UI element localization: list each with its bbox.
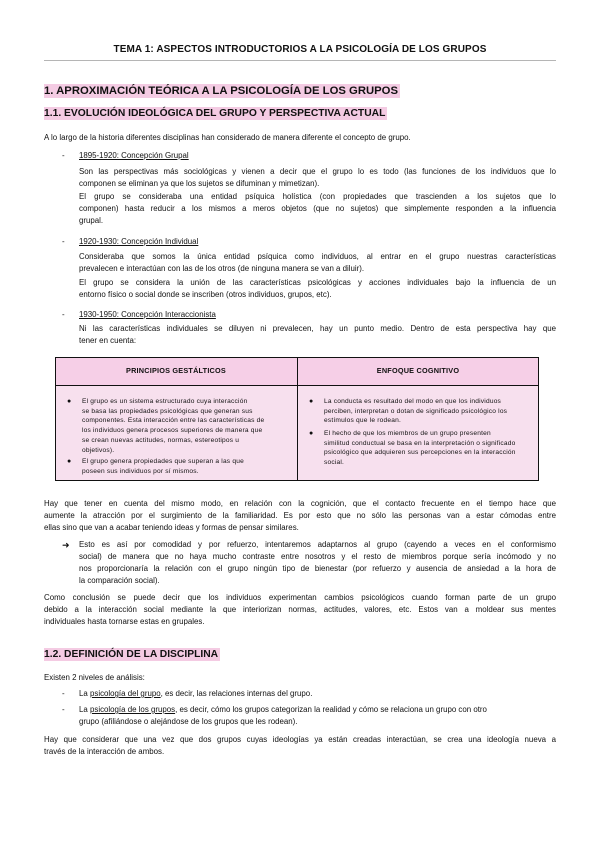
arrow-icon: ➜ bbox=[62, 540, 70, 550]
cognition-paragraph: Hay que tener en cuenta del mismo modo, en relación con la cognición, que el contacto frecuente en el tiempo hace que aumente la atracción por el surgimiento de la familiaridad. Es por esto que no sólo las personas van a estar cómodas entre ellas sino que van a acabar teniendo ideas y formas de pensar similares. bbox=[44, 499, 556, 532]
bullet-icon: ● bbox=[309, 430, 314, 437]
section-1-1-heading: 1.1. EVOLUCIÓN IDEOLÓGICA DEL GRUPO Y PERSPECTIVA ACTUAL bbox=[44, 108, 386, 119]
conclusion-paragraph: Como conclusión se puede decir que los individuos experimentan cambios psicológicos cuando forman parte de un grupo debido a la interacción social mediante la que interiorizan normas, actitudes, valores, etc. Estos van a moldear sus mentes individuales hasta tornarse estas en grupales. bbox=[44, 593, 556, 626]
bullet-icon: ● bbox=[309, 398, 314, 405]
level-2-term: psicología de los grupos bbox=[89, 705, 176, 714]
table-cell-gestalt bbox=[56, 386, 297, 480]
level-2-text: La psicología de los grupos, es decir, cómo los grupos categorizan la realidad y cómo se relaciona un grupo con otro grupo (afiliándose o alejándose de los grupos que les rodean). bbox=[79, 705, 487, 726]
level-1-term: psicología del grupo bbox=[89, 689, 161, 698]
period-1-title: 1895-1920: Concepción Grupal bbox=[79, 151, 189, 160]
period-3-dash: - bbox=[62, 310, 65, 319]
period-1-dash: - bbox=[62, 151, 65, 160]
levels-intro: Existen 2 niveles de análisis: bbox=[44, 673, 145, 682]
comparison-table bbox=[55, 357, 539, 481]
bullet-icon: ● bbox=[67, 398, 72, 405]
period-3-title: 1930-1950: Concepción Interaccionista bbox=[79, 310, 216, 319]
table-header-gestalt: PRINCIPIOS GESTÁLTICOS bbox=[126, 366, 226, 375]
period-2-p2: El grupo se considera la unión de las características psicológicas y acciones individuales bajo la influencia de un entorno físico o social donde se inscriben (otros individuos, grupos, etc). bbox=[79, 278, 556, 299]
intro-paragraph: A lo largo de la historia diferentes disciplinas han considerado de manera diferente el concepto de grupo. bbox=[44, 133, 411, 142]
page-header: TEMA 1: ASPECTOS INTRODUCTORIOS A LA PSICOLOGÍA DE LOS GRUPOS bbox=[113, 44, 487, 55]
table-header-cognitive: ENFOQUE COGNITIVO bbox=[376, 366, 460, 375]
table-cell-cognitive bbox=[298, 386, 538, 480]
period-1-p2: El grupo se consideraba una entidad psíquica holística (con propiedades que trascienden a los sujetos que lo componen) hasta reducir a los mismos a meros objetos (que no sujetos) que simplemente responden a la influencia grupal. bbox=[79, 192, 556, 225]
cognitive-bullet-1: La conducta es resultado del modo en que los individuos perciben, interpretan o dotan de significado psicológico los estímulos que le rodean. bbox=[324, 398, 508, 425]
period-2-title: 1920-1930: Concepción Individual bbox=[79, 237, 199, 246]
period-2-dash: - bbox=[62, 237, 65, 246]
section-1-heading: 1. APROXIMACIÓN TEÓRICA A LA PSICOLOGÍA DE LOS GRUPOS bbox=[44, 85, 398, 97]
gestalt-bullet-1: El grupo es un sistema estructurado cuya interacción se basa las propiedades psicológicas que generan sus componentes. Esta interacción entre las características de los individuos genera procesos superiores de manera que se crean nuevas actitudes, normas, estereotipos u objetivos). bbox=[82, 398, 265, 454]
arrow-paragraph: Esto es así por comodidad y por refuerzo, intentaremos adaptarnos al grupo (cayendo a veces en el conformismo social) de manera que no haya mucho contraste entre nosotros y el resto de miembros porque sería incómodo y no nos proporcionaría la relación con el grupo ningún tipo de bienestar (por refuerzo y ausencia de ansiedad a la hora de la comparación social). bbox=[79, 540, 556, 585]
level-1-dash: - bbox=[62, 689, 65, 698]
bullet-icon: ● bbox=[67, 458, 72, 465]
level-1-text: La psicología del grupo, es decir, las relaciones internas del grupo. bbox=[79, 689, 313, 698]
period-3-p1: Ni las características individuales se diluyen ni prevalecen, hay un punto medio. Dentro de esta perspectiva hay que tener en cuenta: bbox=[79, 324, 556, 345]
gestalt-bullet-2: El grupo genera propiedades que superan a las que poseen sus individuos por sí mismos. bbox=[82, 458, 244, 475]
section-1-2-heading: 1.2. DEFINICIÓN DE LA DISCIPLINA bbox=[44, 649, 219, 660]
level-2-dash: - bbox=[62, 705, 65, 714]
table-column-divider bbox=[297, 358, 298, 480]
period-2-p1: Consideraba que somos la única entidad psíquica como individuos, al entrar en el grupo nuestras características prevalecen e interactúan con las de los otros (de ninguna manera se van a diluir). bbox=[79, 252, 556, 273]
final-paragraph: Hay que considerar que una vez que dos grupos cuyas ideologías ya están creadas interactúan, se crea una ideología nueva a través de la interacción de ambos. bbox=[44, 735, 556, 756]
header-divider bbox=[44, 60, 556, 61]
cognitive-bullet-2: El hecho de que los miembros de un grupo presenten similitud conductual se basa en la interpretación o significado psicológico que adquieren sus percepciones en la interacción social. bbox=[324, 430, 516, 467]
period-1-p1: Son las perspectivas más sociológicas y vienen a decir que el grupo lo es todo (las funciones de los individuos que lo componen se eliminan ya que los sujetos se difuminan y mimetizan). bbox=[79, 167, 556, 188]
